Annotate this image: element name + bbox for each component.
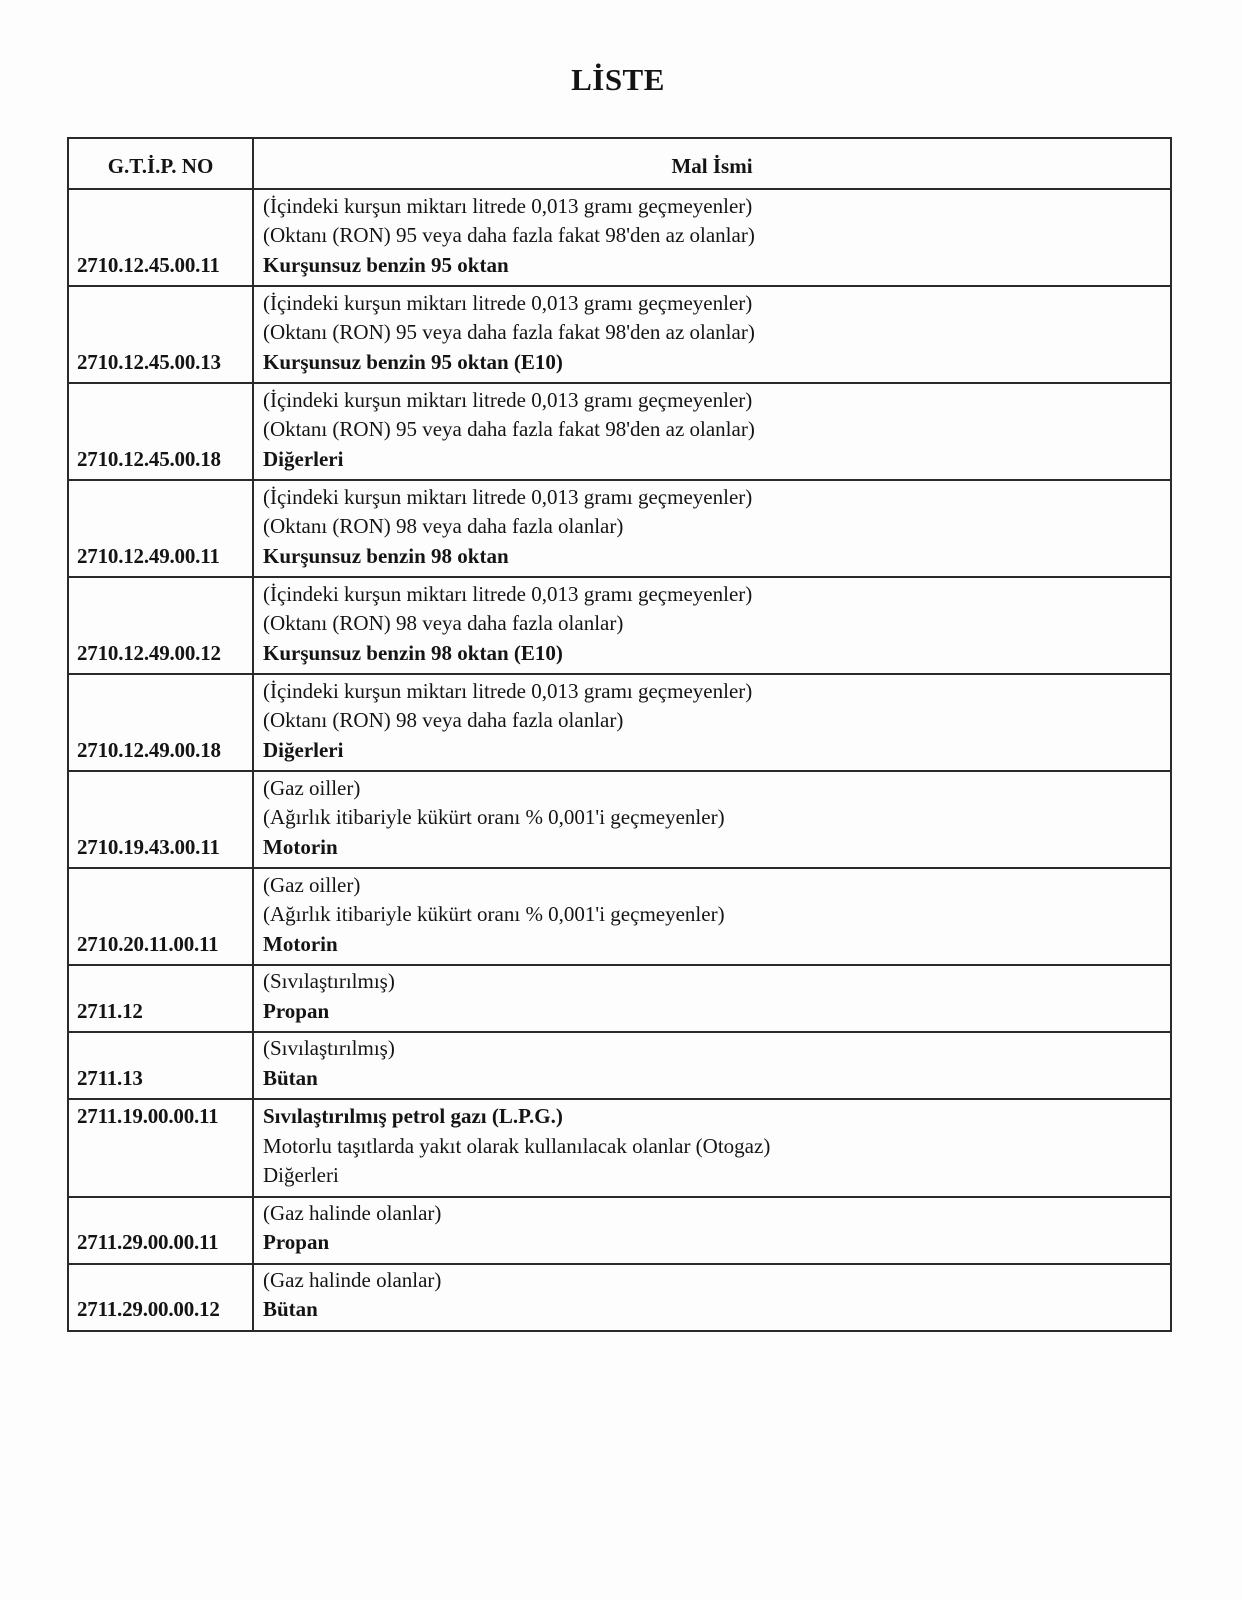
goods-name: Diğerleri — [263, 446, 344, 471]
description-line: Diğerleri — [263, 1163, 339, 1187]
gtip-code-cell: 2711.19.00.00.11 — [68, 1099, 253, 1197]
description-line: (Oktanı (RON) 95 veya daha fazla fakat 98'den az olanlar) — [263, 223, 755, 247]
table-row — [68, 1197, 1171, 1264]
goods-name: Diğerleri — [263, 737, 344, 762]
gtip-code-cell: 2711.12 — [68, 965, 253, 1032]
goods-name: Sıvılaştırılmış petrol gazı (L.P.G.) — [263, 1104, 563, 1128]
table-row — [68, 674, 1171, 771]
gtip-code-cell: 2711.13 — [68, 1032, 253, 1099]
gtip-code-cell: 2710.12.49.00.12 — [68, 577, 253, 674]
goods-name-cell — [253, 480, 1171, 577]
goods-name-cell — [253, 674, 1171, 771]
description-line: (Ağırlık itibariyle kükürt oranı % 0,001'i geçmeyenler) — [263, 805, 725, 829]
table-row — [68, 480, 1171, 577]
description-line: (Gaz halinde olanlar) — [263, 1267, 442, 1292]
table-row — [68, 383, 1171, 480]
column-header-gtip-no: G.T.İ.P. NO — [68, 138, 253, 189]
table-row — [68, 286, 1171, 383]
description-line: (Oktanı (RON) 98 veya daha fazla olanlar) — [263, 611, 624, 635]
goods-name: Kurşunsuz benzin 98 oktan — [263, 543, 509, 568]
column-header-goods-name: Mal İsmi — [253, 138, 1171, 189]
table-row — [68, 1264, 1171, 1331]
goods-name-cell — [253, 189, 1171, 286]
goods-name-cell — [253, 286, 1171, 383]
description-line: (İçindeki kurşun miktarı litrede 0,013 gramı geçmeyenler) — [263, 290, 753, 315]
goods-name: Bütan — [263, 1297, 318, 1321]
description-line: Motorlu taşıtlarda yakıt olarak kullanılacak olanlar (Otogaz) — [263, 1133, 771, 1158]
goods-name: Motorin — [263, 931, 338, 956]
gtip-code-cell: 2710.12.49.00.11 — [68, 480, 253, 577]
gtip-code-cell: 2711.29.00.00.12 — [68, 1264, 253, 1331]
goods-list-table — [67, 137, 1172, 1332]
description-line: (Oktanı (RON) 98 veya daha fazla olanlar) — [263, 708, 624, 732]
gtip-code-cell: 2710.19.43.00.11 — [68, 771, 253, 868]
gtip-code-cell: 2710.12.45.00.18 — [68, 383, 253, 480]
description-line: (Gaz oiller) — [263, 872, 361, 897]
goods-name: Propan — [263, 1230, 330, 1254]
description-line: (Gaz halinde olanlar) — [263, 1200, 442, 1225]
goods-name: Kurşunsuz benzin 95 oktan — [263, 252, 509, 277]
goods-name-cell — [253, 1032, 1171, 1099]
goods-name: Kurşunsuz benzin 95 oktan (E10) — [263, 349, 563, 374]
gtip-code-cell: 2711.29.00.00.11 — [68, 1197, 253, 1264]
description-line: (İçindeki kurşun miktarı litrede 0,013 gramı geçmeyenler) — [263, 581, 753, 606]
goods-name: Motorin — [263, 834, 338, 859]
description-line: (İçindeki kurşun miktarı litrede 0,013 gramı geçmeyenler) — [263, 678, 753, 703]
table-row — [68, 1099, 1171, 1197]
goods-name-cell — [253, 868, 1171, 965]
goods-name-cell — [253, 965, 1171, 1032]
goods-name: Bütan — [263, 1065, 318, 1090]
goods-name-cell — [253, 1099, 1171, 1197]
table-body — [68, 189, 1171, 1331]
goods-name-cell — [253, 1264, 1171, 1331]
goods-name-cell — [253, 771, 1171, 868]
goods-name-cell — [253, 1197, 1171, 1264]
description-line: (Oktanı (RON) 95 veya daha fazla fakat 98'den az olanlar) — [263, 417, 755, 441]
goods-name: Kurşunsuz benzin 98 oktan (E10) — [263, 640, 563, 665]
page-title: LİSTE — [571, 62, 665, 97]
gtip-code-cell: 2710.12.45.00.13 — [68, 286, 253, 383]
table-row — [68, 577, 1171, 674]
table-row — [68, 868, 1171, 965]
table-header-row — [68, 138, 1171, 189]
description-line: (İçindeki kurşun miktarı litrede 0,013 gramı geçmeyenler) — [263, 387, 753, 412]
description-line: (Ağırlık itibariyle kükürt oranı % 0,001'i geçmeyenler) — [263, 902, 725, 926]
description-line: (Oktanı (RON) 98 veya daha fazla olanlar) — [263, 514, 624, 538]
table-row — [68, 965, 1171, 1032]
gtip-code-cell: 2710.12.45.00.11 — [68, 189, 253, 286]
table-row — [68, 189, 1171, 286]
gtip-code-cell: 2710.12.49.00.18 — [68, 674, 253, 771]
table-row — [68, 771, 1171, 868]
description-line: (Gaz oiller) — [263, 775, 361, 800]
description-line: (İçindeki kurşun miktarı litrede 0,013 gramı geçmeyenler) — [263, 193, 753, 218]
description-line: (Sıvılaştırılmış) — [263, 1036, 395, 1060]
description-line: (Oktanı (RON) 95 veya daha fazla fakat 98'den az olanlar) — [263, 320, 755, 344]
description-line: (İçindeki kurşun miktarı litrede 0,013 gramı geçmeyenler) — [263, 484, 753, 509]
goods-name-cell — [253, 577, 1171, 674]
description-line: (Sıvılaştırılmış) — [263, 969, 395, 993]
table-row — [68, 1032, 1171, 1099]
goods-name-cell — [253, 383, 1171, 480]
gtip-code-cell: 2710.20.11.00.11 — [68, 868, 253, 965]
goods-name: Propan — [263, 998, 330, 1023]
